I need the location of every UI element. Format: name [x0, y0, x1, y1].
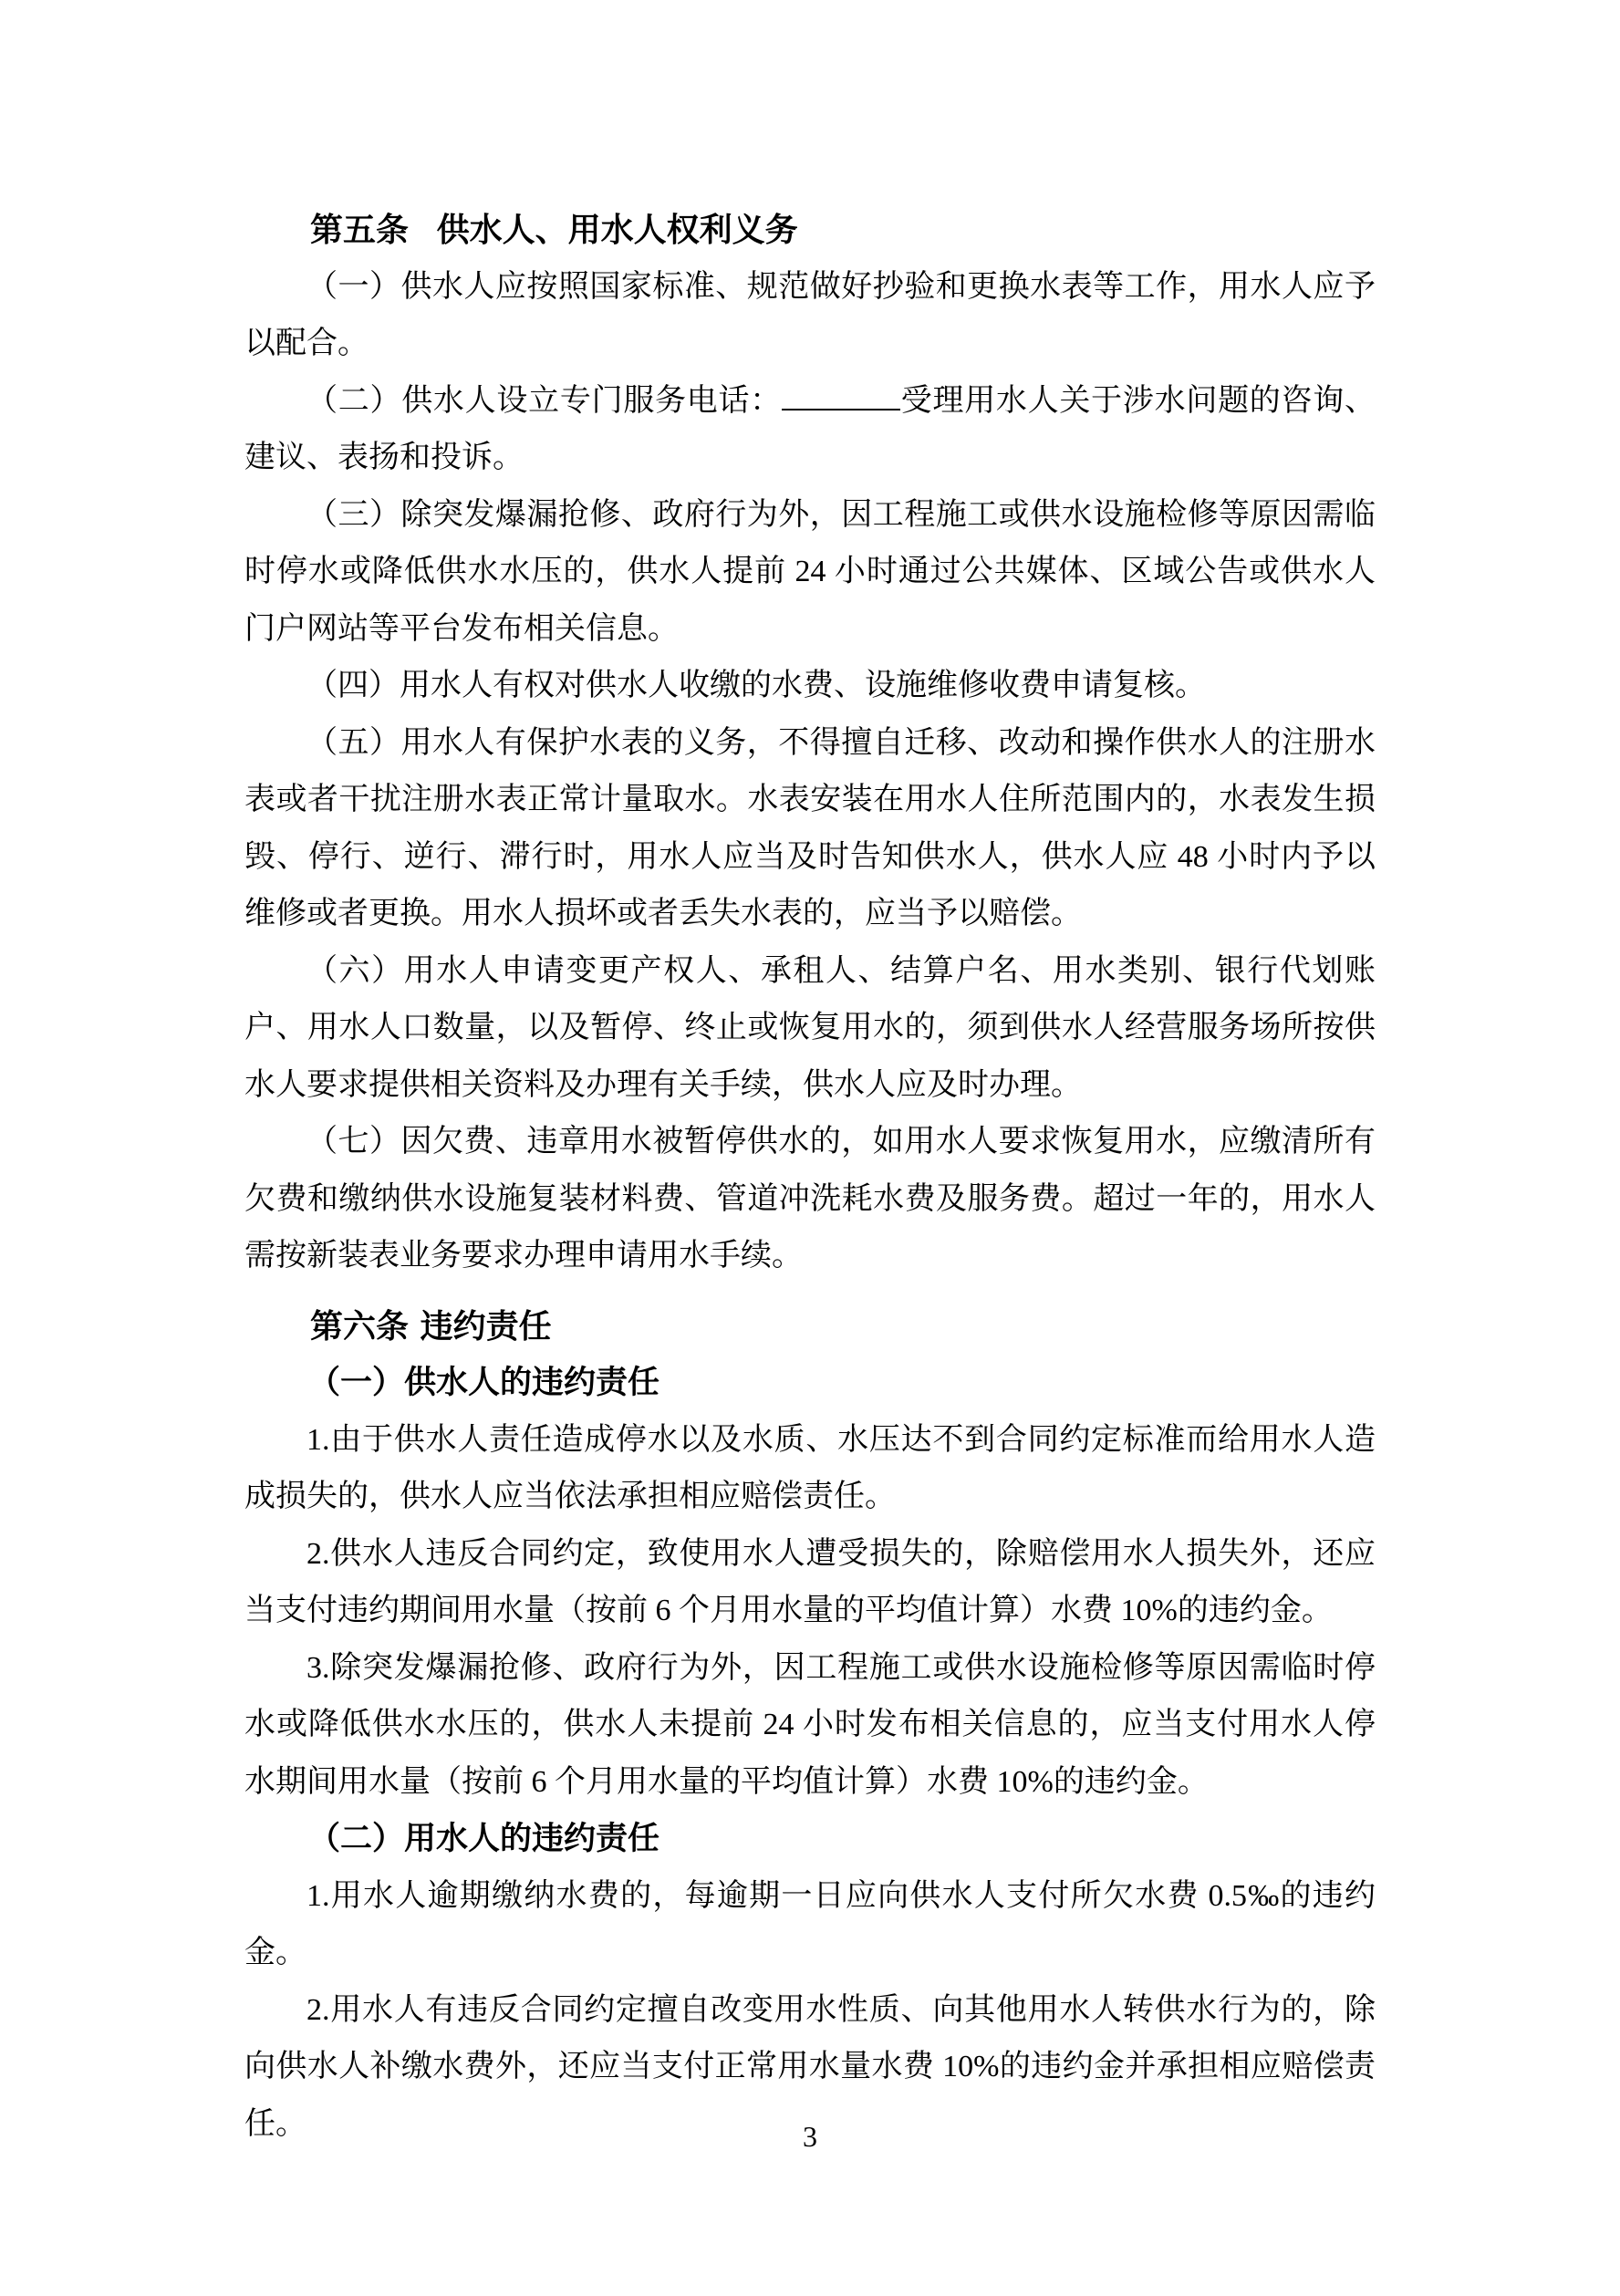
paragraph-s5-item1: （一）供水人应按照国家标准、规范做好抄验和更换水表等工作，用水人应予以配合。	[244, 269, 1376, 360]
paragraph-s6-sub1-item2: 2.供水人违反合同约定，致使用水人遭受损失的，除赔偿用水人损失外，还应当支付违约期间用水量（按前 6 个月用水量的平均值计算）水费 10%的违约金。	[244, 1536, 1376, 1627]
paragraph-s5-item7: （七）因欠费、违章用水被暂停供水的，如用水人要求恢复用水，应缴清所有欠费和缴纳供水设施复装材料费、管道冲洗耗水费及服务费。超过一年的，用水人需按新装表业务要求办理申请用水手续。	[244, 1125, 1376, 1273]
paragraph-s5-item6: （六）用水人申请变更产权人、承租人、结算户名、用水类别、银行代划账户、用水人口数量，以及暂停、终止或恢复用水的，须到供水人经营服务场所按供水人要求提供相关资料及办理有关手续，供水人应及时办理。	[244, 953, 1376, 1102]
phone-clause-before: （二）供水人设立专门服务电话：	[306, 383, 782, 418]
phone-number-blank	[782, 378, 900, 410]
section5-heading	[244, 202, 1376, 259]
section6-title: 违约责任	[420, 1306, 552, 1345]
page-number: 3	[803, 2120, 817, 2153]
paragraph-s5-item5: （五）用水人有保护水表的义务，不得擅自迁移、改动和操作供水人的注册水表或者干扰注册水表正常计量取水。水表安装在用水人住所范围内的，水表发生损毁、停行、逆行、滞行时，用水人应当及时告知供水人，供水人应 48 小时内予以维修或者更换。用水人损坏或者丢失水表的，应当予以赔偿。	[244, 725, 1376, 930]
section5-title: 供水人、用水人权利义务	[436, 211, 798, 248]
paragraph-s5-item2	[244, 373, 1376, 487]
document-body	[244, 202, 1376, 2153]
paragraph-s6-sub2-item1: 1.用水人逾期缴纳水费的，每逾期一日应向供水人支付所欠水费 0.5‰的违约金。	[244, 1878, 1376, 1969]
paragraph-s6-sub1-item3: 3.除突发爆漏抢修、政府行为外，因工程施工或供水设施检修等原因需临时停水或降低供水水压的，供水人未提前 24 小时发布相关信息的，应当支付用水人停水期间用水量（按前 6 个月用水量的平均值计算）水费 10%的违约金。	[244, 1650, 1376, 1799]
phone-clause-after: 受理用水人关于涉水问题的咨询、建议、表扬和投诉。	[244, 383, 1376, 474]
section6-label: 第六条	[310, 1306, 410, 1345]
section6-sub1-heading: （一）供水人的违约责任	[308, 1365, 660, 1400]
section6-sub2-heading: （二）用水人的违约责任	[308, 1821, 660, 1856]
paragraph-s5-item3: （三）除突发爆漏抢修、政府行为外，因工程施工或供水设施检修等原因需临时停水或降低供水水压的，供水人提前 24 小时通过公共媒体、区域公告或供水人门户网站等平台发布相关信息。	[244, 497, 1376, 646]
paragraph-s6-sub2-item2: 2.用水人有违反合同约定擅自改变用水性质、向其他用水人转供水行为的，除向供水人补缴水费外，还应当支付正常用水量水费 10%的违约金并承担相应赔偿责任。	[244, 1992, 1376, 2141]
section6-heading	[244, 1298, 1376, 1356]
section5-label: 第五条	[310, 211, 410, 248]
paragraph-s6-sub1-item1: 1.由于供水人责任造成停水以及水质、水压达不到合同约定标准而给用水人造成损失的，供水人应当依法承担相应赔偿责任。	[244, 1422, 1376, 1513]
paragraph-s5-item4: （四）用水人有权对供水人收缴的水费、设施维修收费申请复核。	[306, 669, 1206, 702]
